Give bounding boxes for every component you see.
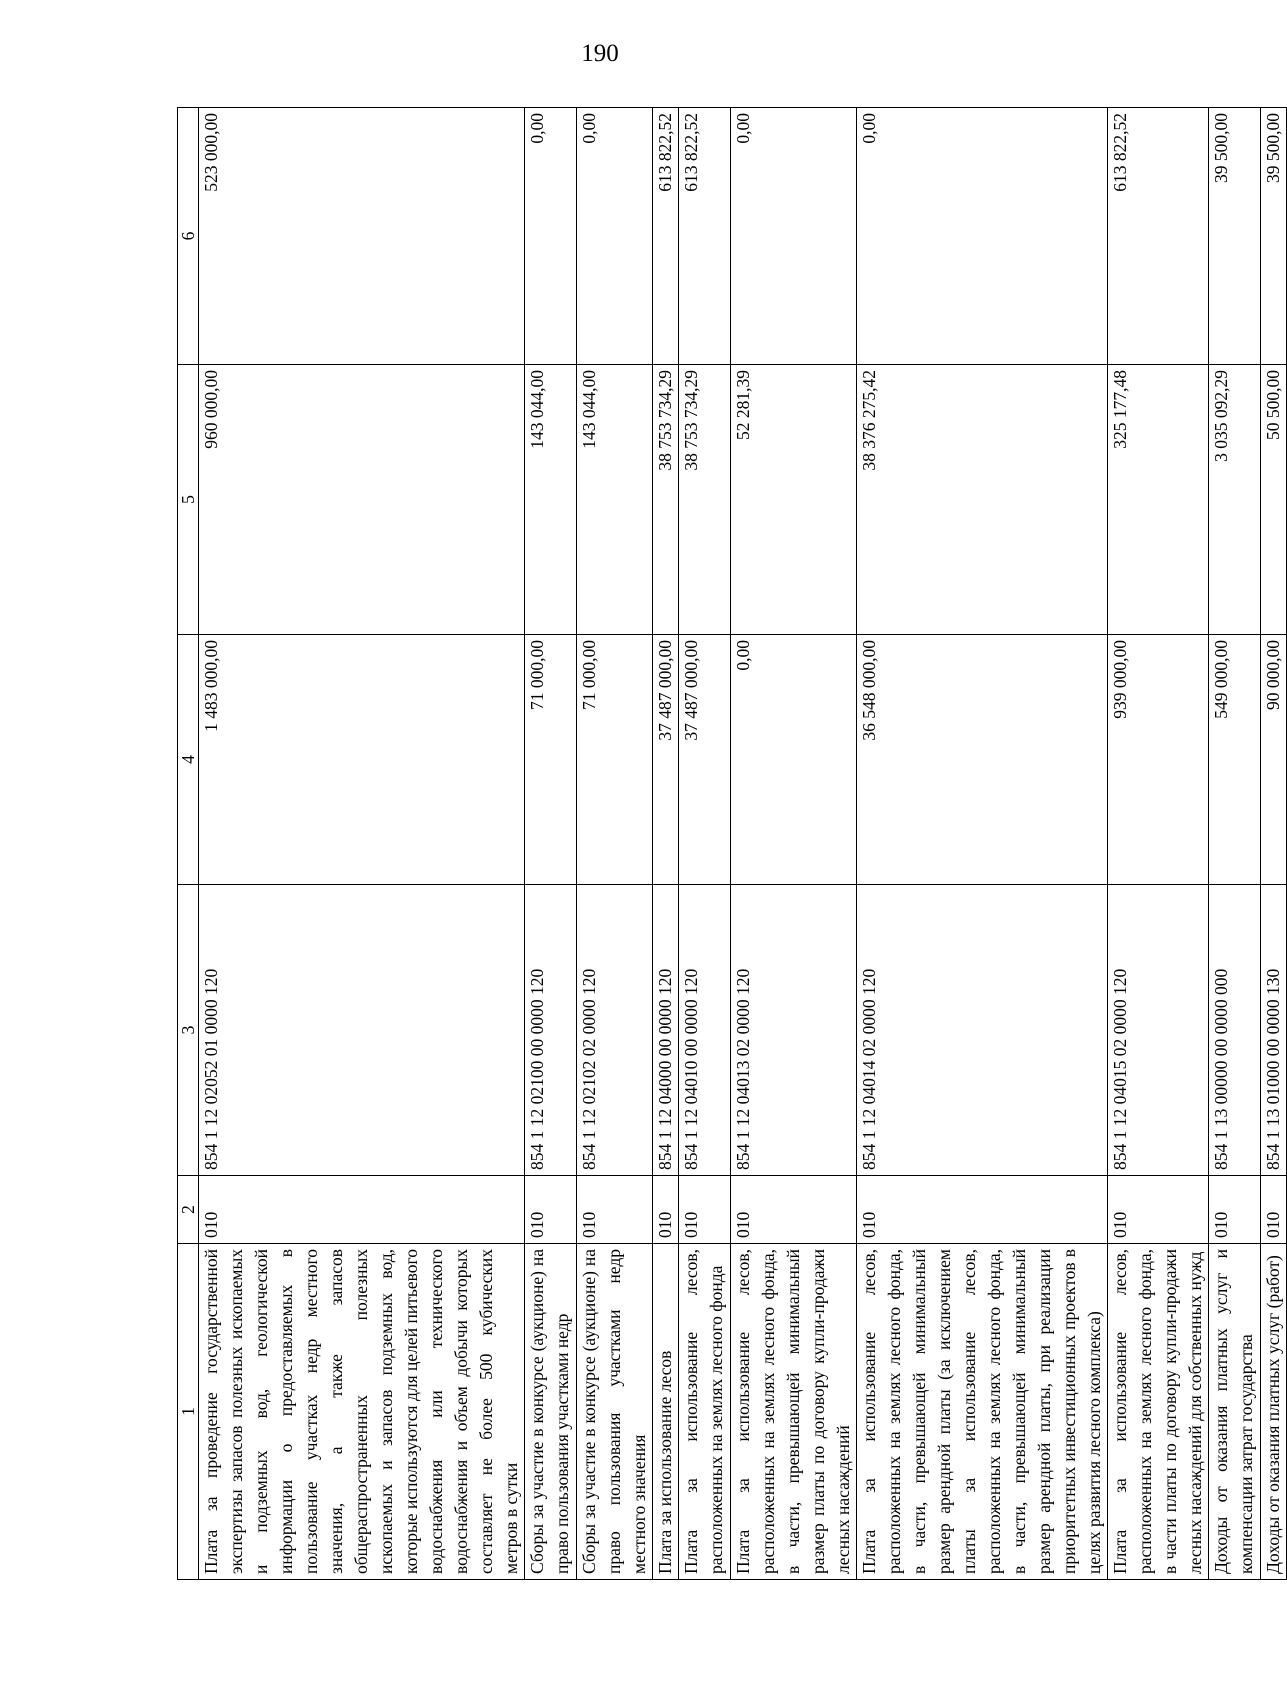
table-row [731, 108, 857, 1580]
row-col5: 50 500,00 [1261, 365, 1287, 635]
table-row [577, 108, 653, 1580]
row-col6: 0,00 [731, 108, 857, 365]
row-col6: 0,00 [577, 108, 653, 365]
row-code: 010 [577, 1176, 653, 1244]
row-col5: 38 753 734,29 [679, 365, 731, 635]
row-col5: 143 044,00 [525, 365, 577, 635]
row-col4: 90 000,00 [1261, 635, 1287, 885]
row-kbk: 854 1 12 04013 02 0000 120 [731, 885, 857, 1176]
row-kbk: 854 1 12 02100 00 0000 120 [525, 885, 577, 1176]
table-row [1261, 108, 1287, 1580]
table-row [679, 108, 731, 1580]
header-col-1: 1 [178, 1244, 199, 1580]
row-name: Доходы от оказания платных услуг и компенсации затрат государства [1209, 1244, 1261, 1580]
row-name: Доходы от оказания платных услуг (работ) [1261, 1244, 1287, 1580]
header-col-2: 2 [178, 1176, 199, 1244]
row-kbk: 854 1 12 04010 00 0000 120 [679, 885, 731, 1176]
row-kbk: 854 1 12 04000 00 0000 120 [653, 885, 679, 1176]
row-kbk: 854 1 13 00000 00 0000 000 [1209, 885, 1261, 1176]
table-row [857, 108, 1108, 1580]
page-number: 190 [581, 40, 619, 67]
row-code: 010 [857, 1176, 1108, 1244]
row-kbk: 854 1 12 04014 02 0000 120 [857, 885, 1108, 1176]
row-col5: 38 376 275,42 [857, 365, 1108, 635]
row-name: Сборы за участие в конкурсе (аукционе) на право пользования участками недр [525, 1244, 577, 1580]
row-col4: 37 487 000,00 [653, 635, 679, 885]
row-code: 010 [525, 1176, 577, 1244]
table-rotation-frame [177, 108, 1283, 1580]
row-name: Плата за использование лесов, расположенных на землях лесного фонда, в части, превышающей минимальный размер платы по договору купли-продажи лесных насаждений [731, 1244, 857, 1580]
row-col4: 0,00 [731, 635, 857, 885]
row-name: Плата за использование лесов, расположенных на землях лесного фонда, в части платы по договору купли-продажи лесных насаждений для собственных нужд [1108, 1244, 1209, 1580]
row-name: Сборы за участие в конкурсе (аукционе) на право пользования участками недр местного значения [577, 1244, 653, 1580]
row-col6: 523 000,00 [199, 108, 525, 365]
row-col5: 3 035 092,29 [1209, 365, 1261, 635]
row-col4: 939 000,00 [1108, 635, 1209, 885]
table-row [1209, 108, 1261, 1580]
row-col4: 36 548 000,00 [857, 635, 1108, 885]
header-col-3: 3 [178, 885, 199, 1176]
row-name: Плата за использование лесов [653, 1244, 679, 1580]
header-row [178, 108, 199, 1580]
row-kbk: 854 1 12 02052 01 0000 120 [199, 885, 525, 1176]
row-col4: 71 000,00 [525, 635, 577, 885]
table-row [199, 108, 525, 1580]
row-col4: 549 000,00 [1209, 635, 1261, 885]
row-kbk: 854 1 12 02102 02 0000 120 [577, 885, 653, 1176]
row-col5: 325 177,48 [1108, 365, 1209, 635]
row-col6: 613 822,52 [653, 108, 679, 365]
header-col-6: 6 [178, 108, 199, 365]
row-col4: 37 487 000,00 [679, 635, 731, 885]
row-col4: 1 483 000,00 [199, 635, 525, 885]
row-code: 010 [1209, 1176, 1261, 1244]
row-col6: 0,00 [857, 108, 1108, 365]
header-col-4: 4 [178, 635, 199, 885]
row-col6: 0,00 [525, 108, 577, 365]
row-code: 010 [679, 1176, 731, 1244]
row-code: 010 [731, 1176, 857, 1244]
row-col5: 38 753 734,29 [653, 365, 679, 635]
row-name: Плата за использование лесов, расположенных на землях лесного фонда, в части, превышающей минимальный размер арендной платы (за исключением платы за использование лесов, расположенных на землях лесного фонда, в части, превышающей минимальный размер арендной платы, при реализации приоритетных инвестиционных проектов в целях развития лесного комплекса) [857, 1244, 1108, 1580]
row-col5: 143 044,00 [577, 365, 653, 635]
table-row [653, 108, 679, 1580]
row-col5: 52 281,39 [731, 365, 857, 635]
row-col6: 613 822,52 [1108, 108, 1209, 365]
row-col6: 39 500,00 [1261, 108, 1287, 365]
row-kbk: 854 1 12 04015 02 0000 120 [1108, 885, 1209, 1176]
row-code: 010 [653, 1176, 679, 1244]
row-col6: 613 822,52 [679, 108, 731, 365]
row-code: 010 [1108, 1176, 1209, 1244]
table-row [1108, 108, 1209, 1580]
row-col5: 960 000,00 [199, 365, 525, 635]
header-col-5: 5 [178, 365, 199, 635]
row-code: 010 [1261, 1176, 1287, 1244]
row-col6: 39 500,00 [1209, 108, 1261, 365]
row-name: Плата за использование лесов, расположенных на землях лесного фонда [679, 1244, 731, 1580]
row-col4: 71 000,00 [577, 635, 653, 885]
revenue-table [177, 107, 1287, 1580]
table-row [525, 108, 577, 1580]
rotated-table-container [177, 108, 1283, 1580]
row-kbk: 854 1 13 01000 00 0000 130 [1261, 885, 1287, 1176]
row-code: 010 [199, 1176, 525, 1244]
row-name: Плата за проведение государственной экспертизы запасов полезных ископаемых и подземных вод, геологической информации о предоставляемых в пользование участках недр местного значения, а также запасов общераспространенных полезных ископаемых и запасов подземных вод, которые используются для целей питьевого водоснабжения или технического водоснабжения и объем добычи которых составляет не более 500 кубических метров в сутки [199, 1244, 525, 1580]
